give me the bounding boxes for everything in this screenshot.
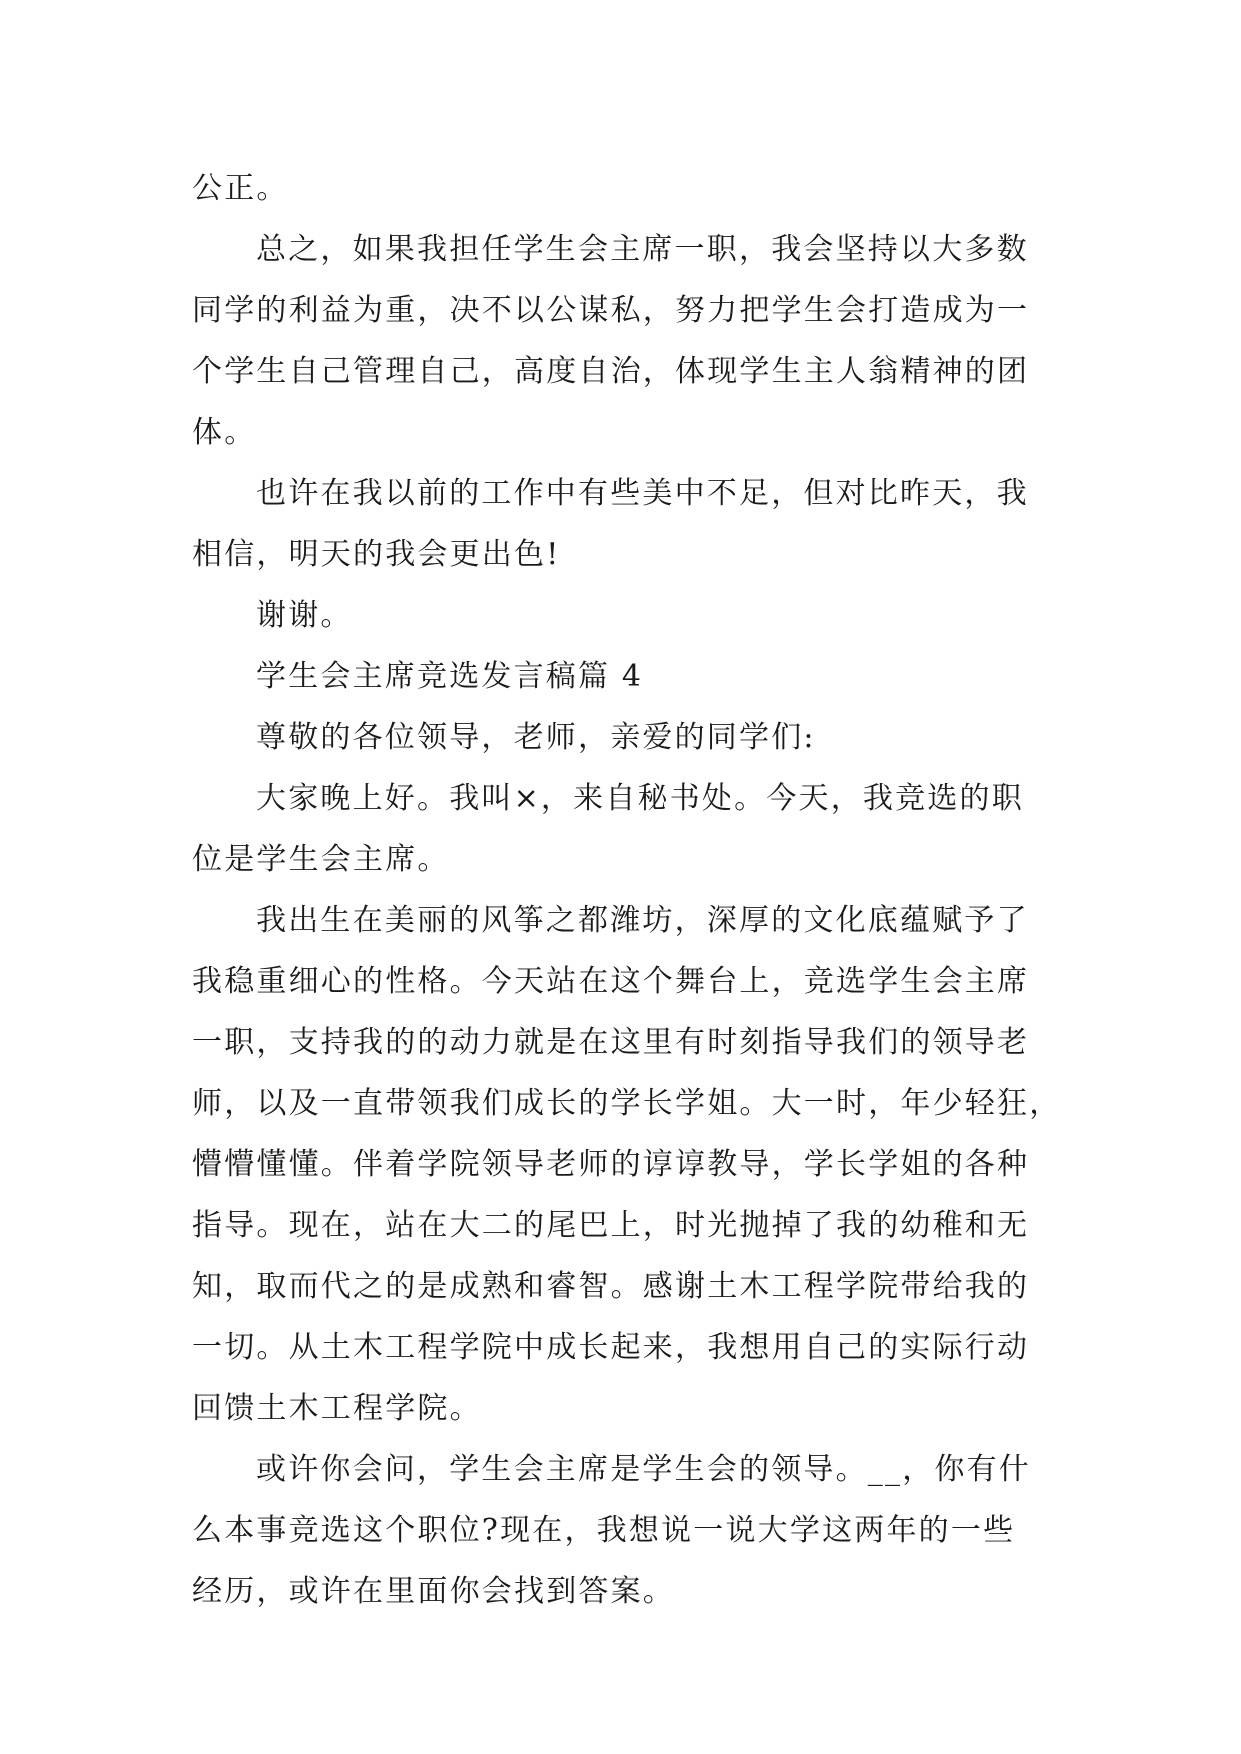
text-line: 也许在我以前的工作中有些美中不足，但对比昨天，我 bbox=[256, 476, 1029, 511]
text-line: 我出生在美丽的风筝之都潍坊，深厚的文化底蕴赋予了 bbox=[256, 903, 1029, 938]
text-line: 体。 bbox=[192, 415, 257, 450]
text-line: 知，取而代之的是成熟和睿智。感谢土木工程学院带给我的 bbox=[192, 1269, 1030, 1304]
text-line: 懵懵懂懂。伴着学院领导老师的谆谆教导，学长学姐的各种 bbox=[192, 1147, 1030, 1182]
section-heading: 学生会主席竞选发言稿篇 4 bbox=[256, 659, 644, 694]
text-line: 相信，明天的我会更出色! bbox=[192, 537, 561, 572]
text-line: 谢谢。 bbox=[256, 598, 353, 633]
text-line: 我稳重细心的性格。今天站在这个舞台上，竞选学生会主席 bbox=[192, 964, 1030, 999]
text-line: 尊敬的各位领导，老师，亲爱的同学们: bbox=[256, 720, 816, 755]
text-line: 个学生自己管理自己，高度自治，体现学生主人翁精神的团 bbox=[192, 354, 1030, 389]
text-line: 位是学生会主席。 bbox=[192, 842, 450, 877]
text-line: 一切。从土木工程学院中成长起来，我想用自己的实际行动 bbox=[192, 1330, 1030, 1365]
text-line: 师，以及一直带领我们成长的学长学姐。大一时，年少轻狂， bbox=[192, 1086, 1062, 1121]
text-line: 大家晚上好。我叫×，来自秘书处。今天，我竞选的职 bbox=[256, 781, 1024, 816]
text-line: 总之，如果我担任学生会主席一职，我会坚持以大多数 bbox=[256, 232, 1029, 267]
text-line: 一职，支持我的的动力就是在这里有时刻指导我们的领导老 bbox=[192, 1025, 1030, 1060]
text-line: 公正。 bbox=[192, 171, 289, 206]
text-line: 回馈土木工程学院。 bbox=[192, 1391, 482, 1426]
text-line: 指导。现在，站在大二的尾巴上，时光抛掉了我的幼稚和无 bbox=[192, 1208, 1030, 1243]
document-page bbox=[192, 158, 1060, 1622]
text-line: 同学的利益为重，决不以公谋私，努力把学生会打造成为一 bbox=[192, 293, 1030, 328]
text-line: 经历，或许在里面你会找到答案。 bbox=[192, 1574, 675, 1609]
text-line: 么本事竞选这个职位?现在，我想说一说大学这两年的一些 bbox=[192, 1513, 1016, 1548]
text-line: 或许你会问，学生会主席是学生会的领导。__，你有什 bbox=[256, 1452, 1031, 1487]
